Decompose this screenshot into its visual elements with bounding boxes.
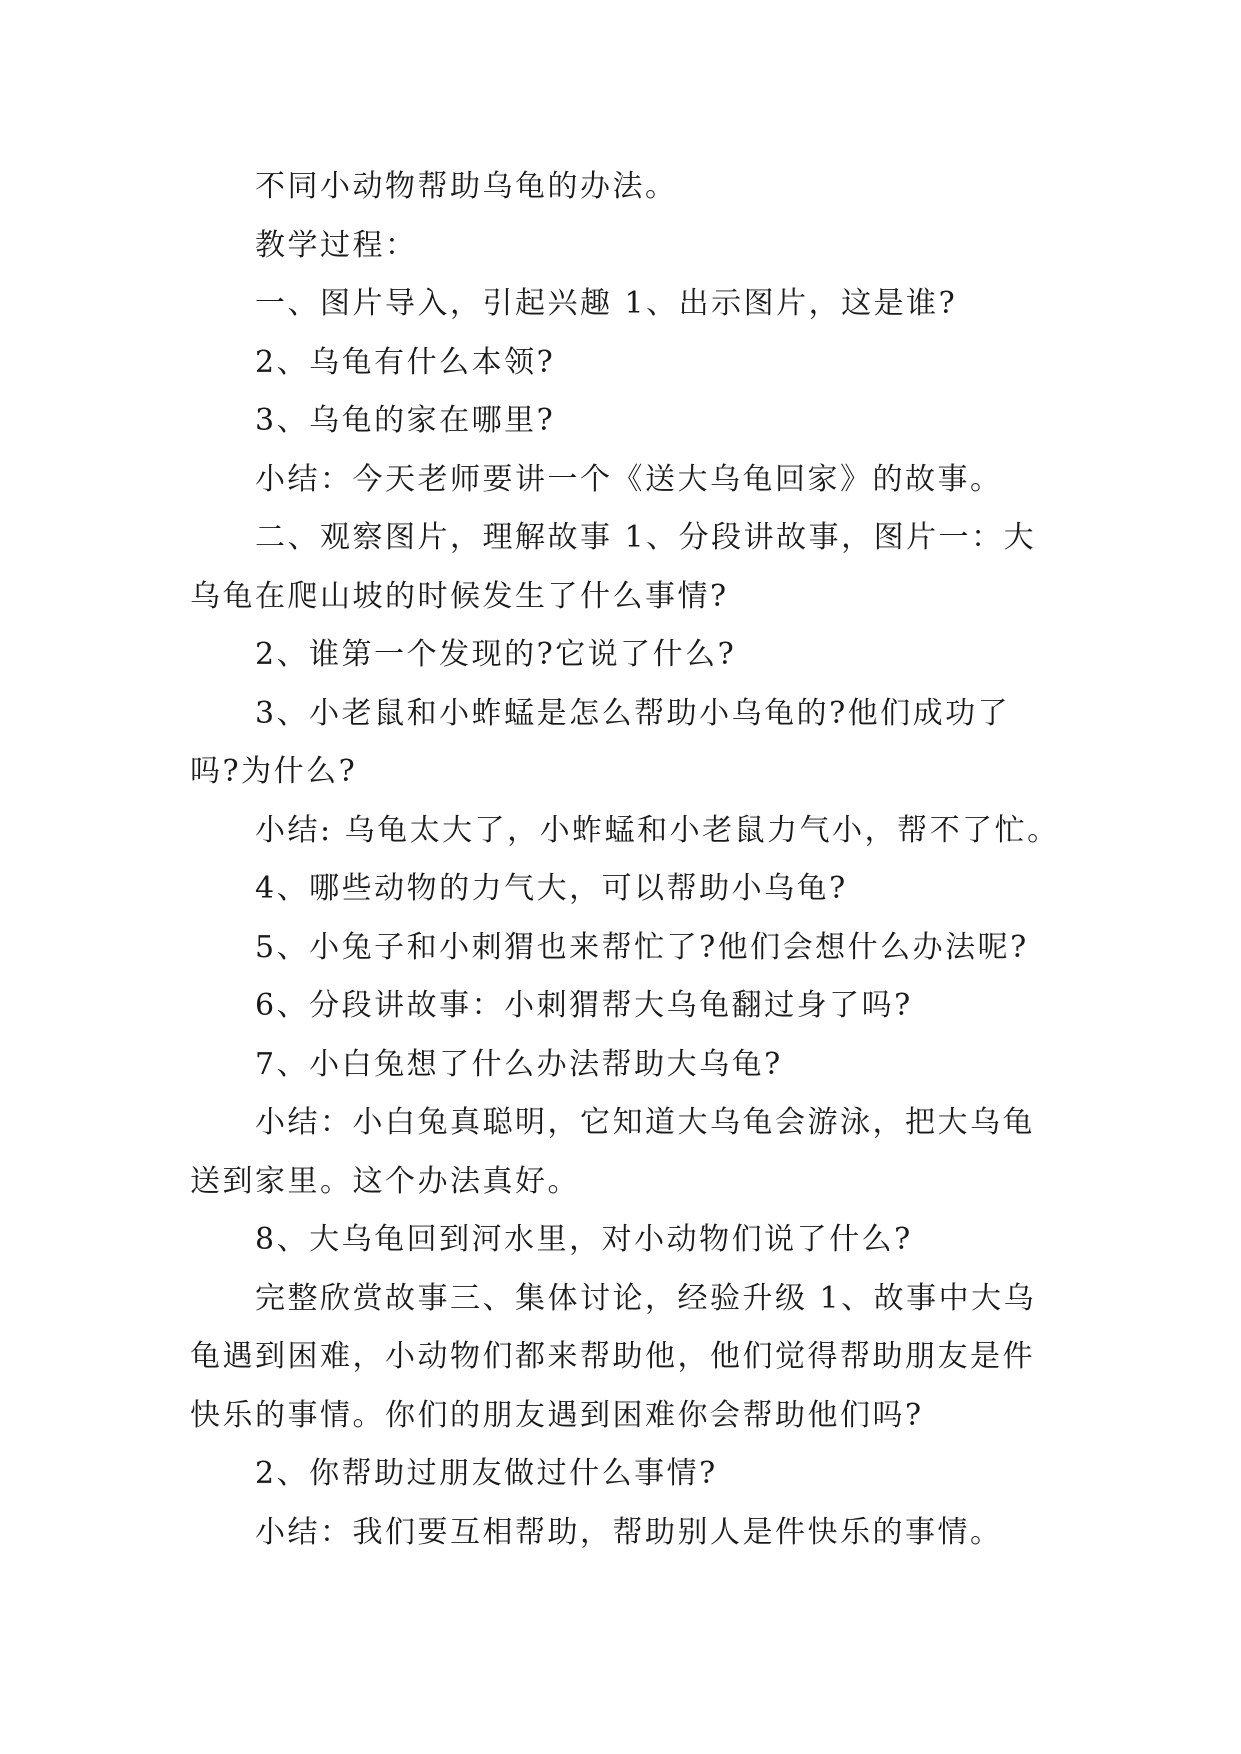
paragraph-question: 7、小白兔想了什么办法帮助大乌龟?	[255, 1046, 783, 1082]
paragraph-section-one: 一、图片导入，引起兴趣 1、出示图片，这是谁?	[255, 286, 958, 321]
paragraph-question: 2、谁第一个发现的?它说了什么?	[255, 637, 737, 672]
paragraph-intro-goal: 不同小动物帮助乌龟的办法。	[255, 169, 678, 204]
paragraph-section-three: 完整欣赏故事三、集体讨论，经验升级 1、故事中大乌龟遇到困难，小动物们都来帮助他，他们觉得帮助朋友是件快乐的事情。你们的朋友遇到困难你会帮助他们吗?	[190, 1280, 1037, 1433]
paragraph-question: 3、小老鼠和小蚱蜢是怎么帮助小乌龟的?他们成功了吗?为什么?	[190, 695, 1011, 789]
paragraph-process-heading: 教学过程：	[255, 227, 418, 263]
paragraph-summary: 小结: 乌龟太大了，小蚱蜢和小老鼠力气小，帮不了忙。	[255, 812, 1060, 848]
paragraph-question: 2、你帮助过朋友做过什么事情?	[255, 1456, 718, 1491]
paragraph-summary: 小结：今天老师要讲一个《送大乌龟回家》的故事。	[255, 461, 1003, 497]
paragraph-question: 3、乌龟的家在哪里?	[255, 403, 556, 438]
paragraph-question: 4、哪些动物的力气大，可以帮助小乌龟?	[255, 871, 848, 906]
document-body	[190, 158, 1060, 1562]
paragraph-question: 2、乌龟有什么本领?	[255, 344, 556, 380]
paragraph-question: 5、小兔子和小刺猬也来帮忙了?他们会想什么办法呢?	[255, 929, 1029, 965]
paragraph-summary: 小结：我们要互相帮助，帮助别人是件快乐的事情。	[255, 1514, 1003, 1550]
paragraph-summary: 小结：小白兔真聪明，它知道大乌龟会游泳，把大乌龟送到家里。这个办法真好。	[190, 1105, 1035, 1199]
paragraph-question: 8、大乌龟回到河水里，对小动物们说了什么?	[255, 1222, 913, 1257]
paragraph-question: 6、分段讲故事：小刺猬帮大乌龟翻过身了吗?	[255, 988, 913, 1023]
paragraph-section-two: 二、观察图片，理解故事 1、分段讲故事，图片一：大乌龟在爬山坡的时候发生了什么事情?	[190, 520, 1037, 614]
